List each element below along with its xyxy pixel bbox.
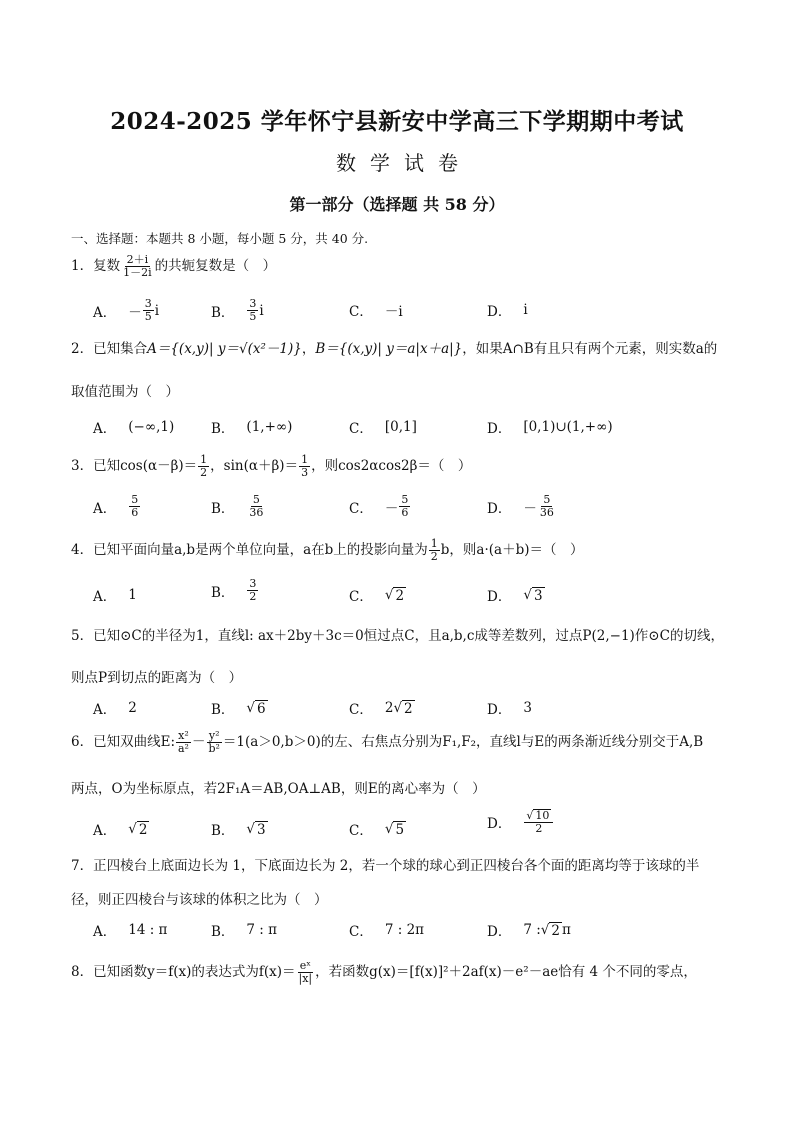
option-label: C． xyxy=(349,421,373,437)
radicand: 3 xyxy=(257,821,266,838)
fraction xyxy=(299,454,310,479)
option-1a[interactable] xyxy=(93,298,159,323)
option-label: A． xyxy=(93,304,117,321)
fraction-denominator: 5 xyxy=(249,310,257,324)
fraction xyxy=(297,960,315,985)
fraction xyxy=(524,809,553,835)
question-6 xyxy=(71,730,703,755)
option-label: A． xyxy=(93,702,117,718)
fraction-denominator: 2 xyxy=(535,822,543,836)
option-sign: － xyxy=(128,304,142,321)
question-number: 5． xyxy=(71,628,94,644)
section-heading: 一、选择题：本题共 8 小题，每小题 5 分，共 40 分. xyxy=(71,231,369,246)
question-text: 已知集合 xyxy=(93,341,148,357)
radicand: 3 xyxy=(533,587,543,604)
option-5b[interactable] xyxy=(211,698,268,718)
sqrt-radicand xyxy=(402,700,415,717)
question-4 xyxy=(71,538,583,563)
question-5 xyxy=(71,628,724,644)
fraction-denominator: |x| xyxy=(298,972,313,986)
question-number: 6． xyxy=(71,734,94,751)
fraction-denominator: 2 xyxy=(430,550,438,564)
question-text: ，如果A∩B有且只有两个元素，则实数a的 xyxy=(462,341,718,357)
fraction xyxy=(247,578,258,603)
exam-subtitle: 数学试卷 xyxy=(336,151,472,175)
option-label: C． xyxy=(349,500,373,517)
sqrt-radicand xyxy=(137,821,150,838)
option-prefix: 7 : xyxy=(523,922,541,938)
radicand: 2 xyxy=(404,700,413,717)
option-6c[interactable] xyxy=(349,819,406,839)
fraction xyxy=(538,494,556,519)
coefficient: 2 xyxy=(384,700,394,716)
fraction-denominator: 6 xyxy=(131,506,139,520)
option-label: C． xyxy=(349,304,373,320)
option-value: 3 xyxy=(523,700,532,716)
minus-sign: － xyxy=(191,734,206,751)
option-label: D． xyxy=(487,589,512,605)
question-number: 8． xyxy=(71,964,94,981)
sqrt-symbol: √ xyxy=(384,587,394,603)
question-text: 正四棱台上底面边长为 1，下底面边长为 2，若一个球的球心到正四棱台各个面的距离均等于该球的半 xyxy=(93,858,700,874)
question-text: 已知双曲线E: xyxy=(93,734,175,751)
fraction-numerator: 5 xyxy=(131,493,139,506)
question-text: 已知⊙C的半径为1，直线l: ax＋2by＋3c＝0恒过点C，且a,b,c成等差数列，过点P(2,−1)作⊙C的切线， xyxy=(93,628,724,644)
option-3a[interactable] xyxy=(93,494,141,519)
option-2b[interactable] xyxy=(211,417,292,437)
fraction xyxy=(176,730,191,755)
fraction-denominator: 2 xyxy=(249,590,257,604)
question-number: 4． xyxy=(71,542,94,559)
fraction xyxy=(429,538,440,563)
option-label: B． xyxy=(211,702,235,718)
question-text: ，sin(α＋β)＝ xyxy=(210,458,299,475)
option-label: B． xyxy=(211,584,235,601)
fraction-numerator: 3 xyxy=(249,577,257,590)
option-label: B． xyxy=(211,500,235,517)
option-2a[interactable] xyxy=(93,417,174,437)
option-4d[interactable] xyxy=(487,585,545,605)
fraction-numerator: 3 xyxy=(249,297,257,310)
fraction xyxy=(247,494,265,519)
option-label: A． xyxy=(93,823,117,839)
option-label: A． xyxy=(93,924,117,940)
sqrt-radicand xyxy=(255,700,268,717)
fraction-numerator: 1 xyxy=(200,453,208,466)
question-text: 的共轭复数是（ ） xyxy=(154,258,277,275)
fraction xyxy=(129,494,140,519)
option-label: C． xyxy=(349,702,373,718)
fraction-numerator: 5 xyxy=(543,493,551,506)
option-6d[interactable] xyxy=(487,809,554,835)
radicand: 10 xyxy=(535,809,550,822)
fraction-numerator: 5 xyxy=(252,493,260,506)
fraction-denominator: 6 xyxy=(401,506,409,520)
fraction-numerator: 3 xyxy=(144,297,152,310)
fraction-numerator: 1 xyxy=(301,453,309,466)
question-7-line-2: 径，则正四棱台与该球的体积之比为（ ） xyxy=(71,892,328,908)
option-value: －i xyxy=(384,304,403,320)
question-number: 3． xyxy=(71,458,94,475)
option-label: D． xyxy=(487,702,512,718)
question-number: 2． xyxy=(71,341,94,357)
option-1b[interactable] xyxy=(211,298,264,323)
option-label: A． xyxy=(93,500,117,517)
option-2c[interactable] xyxy=(349,417,417,437)
option-tail: i xyxy=(259,302,264,319)
question-1 xyxy=(71,254,276,279)
option-value: 7 : π xyxy=(246,922,278,938)
separator: ， xyxy=(301,341,316,357)
option-label: B． xyxy=(211,924,235,940)
sqrt-radicand xyxy=(255,821,268,838)
fraction-denominator: 3 xyxy=(301,466,309,480)
fraction-denominator: 36 xyxy=(249,506,264,520)
option-label: A． xyxy=(93,421,117,437)
sqrt-radicand xyxy=(549,922,562,939)
option-value: (1,+∞) xyxy=(246,419,293,435)
question-text: 已知平面向量a,b是两个单位向量，a在b上的投影向量为 xyxy=(93,542,428,559)
fraction-numerator: 5 xyxy=(401,493,409,506)
fraction-denominator: 5 xyxy=(144,310,152,324)
question-number: 1． xyxy=(71,258,94,275)
sqrt-symbol: √ xyxy=(246,700,256,716)
option-4b[interactable] xyxy=(211,578,259,603)
part-heading: 第一部分（选择题 共 58 分） xyxy=(289,195,505,214)
set-b-expression: B＝{(x,y)| y＝a|x＋a|} xyxy=(315,341,463,357)
option-label: A． xyxy=(93,589,117,605)
fraction xyxy=(206,730,221,755)
sqrt-symbol: √ xyxy=(128,821,137,837)
option-label: D． xyxy=(487,500,512,517)
option-tail: i xyxy=(154,302,160,319)
option-value: 14 : π xyxy=(128,922,168,938)
option-value: [0,1] xyxy=(384,419,417,435)
fraction-numerator: 2＋i xyxy=(126,253,149,266)
question-text: ，则cos2αcos2β＝（ ） xyxy=(311,458,472,475)
fraction xyxy=(143,298,154,323)
set-a-expression: A＝{(x,y)| y＝√(x²－1)} xyxy=(147,341,302,357)
option-1c[interactable] xyxy=(349,300,403,320)
option-value: 1 xyxy=(128,587,137,603)
option-sign: － xyxy=(523,500,537,517)
radicand: 6 xyxy=(257,700,266,717)
question-text: 已知cos(α－β)＝ xyxy=(93,458,198,475)
fraction xyxy=(198,454,209,479)
option-label: D． xyxy=(487,421,512,437)
question-2-line-2: 取值范围为（ ） xyxy=(71,384,179,400)
question-text: ＝1(a＞0,b＞0)的左、右焦点分别为F₁,F₂，直线l与E的两条渐近线分别交于A,B xyxy=(222,734,704,751)
fraction xyxy=(399,494,410,519)
question-text: 复数 xyxy=(93,258,121,275)
fraction xyxy=(121,254,154,279)
option-value: 2 xyxy=(128,700,137,716)
radicand: 2 xyxy=(395,587,405,604)
question-text: b，则a·(a＋b)＝（ ） xyxy=(440,542,584,559)
option-5c[interactable] xyxy=(349,698,415,718)
sqrt-symbol: √ xyxy=(393,700,403,716)
question-8 xyxy=(71,960,697,985)
option-value: 7 : 2π xyxy=(384,922,425,938)
option-6b[interactable] xyxy=(211,819,268,839)
option-7a[interactable] xyxy=(93,920,167,940)
option-5d[interactable] xyxy=(487,698,532,718)
option-label: B． xyxy=(211,823,235,839)
sqrt-radicand xyxy=(532,587,545,604)
question-6-line-2: 两点，O为坐标原点，若2F₁A＝AB,OA⊥AB，则E的离心率为（ ） xyxy=(71,781,486,797)
radicand: 2 xyxy=(551,922,560,939)
option-label: D． xyxy=(487,304,512,320)
sqrt-symbol: √ xyxy=(523,587,532,603)
option-label: D． xyxy=(487,816,512,833)
option-5a[interactable] xyxy=(93,698,137,718)
sqrt-symbol: √ xyxy=(246,821,256,837)
fraction-numerator: x² xyxy=(178,729,189,742)
option-3d[interactable] xyxy=(487,494,557,519)
fraction-denominator: b² xyxy=(208,742,220,756)
option-7b[interactable] xyxy=(211,920,277,940)
option-label: B． xyxy=(211,304,235,321)
sqrt-radicand xyxy=(393,587,406,604)
option-label: C． xyxy=(349,924,373,940)
radicand: 5 xyxy=(395,821,405,838)
sqrt-radicand xyxy=(393,821,406,838)
question-text: 已知函数y＝f(x)的表达式为f(x)＝ xyxy=(93,964,296,981)
fraction xyxy=(247,298,258,323)
fraction-numerator: 1 xyxy=(430,537,438,550)
option-4a[interactable] xyxy=(93,585,137,605)
option-7c[interactable] xyxy=(349,920,424,940)
option-3c[interactable] xyxy=(349,494,411,519)
option-tail: π xyxy=(561,922,571,938)
question-7 xyxy=(71,858,699,874)
fraction-denominator: 36 xyxy=(539,506,554,520)
question-text: ，若函数g(x)＝[f(x)]²＋2af(x)－e²－ae恰有 4 个不同的零点， xyxy=(315,964,697,981)
option-3b[interactable] xyxy=(211,494,266,519)
question-3 xyxy=(71,454,471,479)
fraction-denominator: 1－2i xyxy=(123,266,152,280)
question-5-line-2: 则点P到切点的距离为（ ） xyxy=(71,670,243,686)
option-label: C． xyxy=(349,823,373,839)
question-2 xyxy=(71,341,717,357)
option-value: i xyxy=(523,302,528,318)
option-sign: － xyxy=(384,500,399,517)
option-1d[interactable] xyxy=(487,300,528,320)
sqrt-symbol: √ xyxy=(384,821,394,837)
option-label: D． xyxy=(487,924,512,940)
radicand: 2 xyxy=(138,821,148,838)
fraction-numerator: eˣ xyxy=(299,959,311,972)
option-6a[interactable] xyxy=(93,819,149,839)
option-4c[interactable] xyxy=(349,585,406,605)
option-label: C． xyxy=(349,589,373,605)
exam-title: 2024-2025 学年怀宁县新安中学高三下学期期中考试 xyxy=(110,108,684,135)
option-7d[interactable] xyxy=(487,920,571,940)
sqrt-symbol: √ xyxy=(540,922,550,938)
option-label: B． xyxy=(211,421,235,437)
option-2d[interactable] xyxy=(487,417,613,437)
fraction-numerator: y² xyxy=(208,729,220,742)
option-value: (−∞,1) xyxy=(128,419,175,435)
fraction-denominator: a² xyxy=(178,742,189,756)
fraction-denominator: 2 xyxy=(200,466,208,480)
option-value: [0,1)∪(1,+∞) xyxy=(523,419,613,435)
fraction-numerator: √ 10 xyxy=(524,809,553,823)
question-number: 7． xyxy=(71,858,94,874)
